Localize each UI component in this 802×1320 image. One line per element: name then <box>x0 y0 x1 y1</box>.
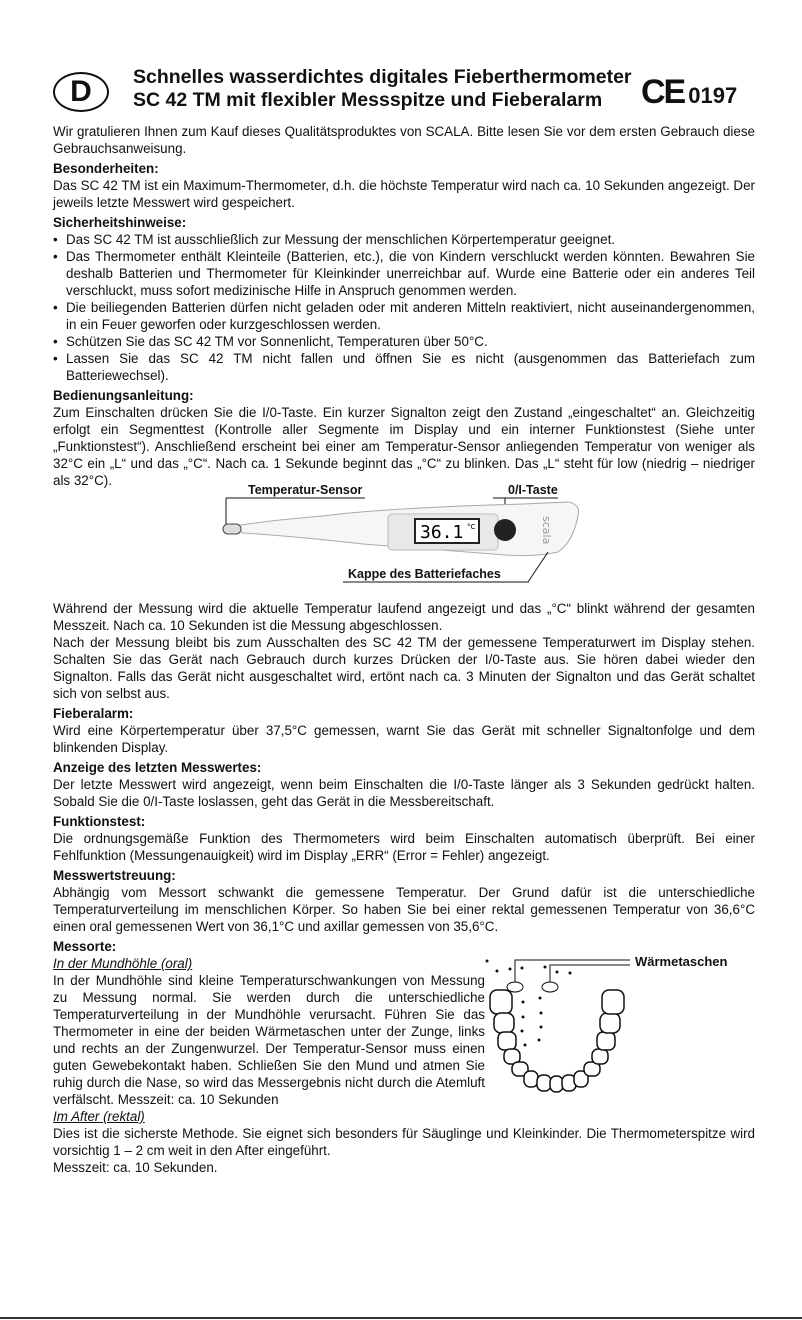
text-streuung: Abhängig vom Messort schwankt die gemessene Temperatur. Der Grund dafür ist die unterschiedliche Temperaturverteilung im menschlichen Körper. So haben Sie bei einer rektal gemessenen Temperatur von 36,6°C einen oral gemessenen Wert von 36,1°C und axillar gemessen von 35,6°C. <box>53 885 755 934</box>
heading-besonderheiten: Besonderheiten: <box>53 161 159 176</box>
svg-text:scala: scala <box>540 516 553 545</box>
text-messung-2: Nach der Messung bleibt bis zum Ausschalten des SC 42 TM der gemessene Temperaturwert im Display stehen. Schalten Sie das Gerät nach Gebrauch durch kurzes Drücken der I/0-Taste aus. Sie hören dabei wieder den Signalton. Falls das Gerät nicht ausgeschaltet wird, ertönt nach ca. 3 Minuten der Signalton und das Gerät schaltet sich von selbst aus. <box>53 635 755 701</box>
label-warm-pockets: Wärmetaschen <box>635 954 728 969</box>
label-temperature-sensor: Temperatur-Sensor <box>248 483 363 497</box>
title-line-1: Schnelles wasserdichtes digitales Fieberthermometer <box>133 66 632 88</box>
document-body <box>53 123 755 1176</box>
document-title <box>133 66 632 112</box>
list-item: • Das Thermometer enthält Kleinteile (Batterien, etc.), die von Kindern verschluckt werden könnten. Bewahren Sie deshalb Batterien und Thermometer für Kleinkinder unerreichbar auf. Wurde eine Batterie oder ein anderes Teil verschluckt, muss sofort medizinische Hilfe in Anspruch genommen werden. <box>53 248 755 299</box>
list-item: • Lassen Sie das SC 42 TM nicht fallen und öffnen Sie es nicht (ausgenommen das Batteriefach zum Batteriewechsel). <box>53 350 755 384</box>
document-header <box>53 66 773 116</box>
text-letzter-messwert: Der letzte Messwert wird angezeigt, wenn beim Einschalten die I/0-Taste länger als 3 Sekunden gedrückt halten. Sobald Sie die 0/I-Taste loslassen, geht das Gerät in die Messbereitschaft. <box>53 777 755 809</box>
list-item: • Schützen Sie das SC 42 TM vor Sonnenlicht, Temperaturen über 50°C. <box>53 333 755 350</box>
text-bedienung: Zum Einschalten drücken Sie die I/0-Taste. Ein kurzer Signalton zeigt den Zustand „eingeschaltet“ an. Gleichzeitig erfolgt ein Segmenttest (Kontrolle aller Segmente im Display und ein interner Funktionstest (Siehe unter „Funktionstest“). Anschließend erscheint bei einer am Temperatur-Sensor anliegenden Temperatur von weniger als 32°C ein „L“ und das „°C“. Nach ca. 1 Sekunde beginnt das „°C“ zu blinken. Das „L“ steht für low (niedrig – niedriger als 32°C). <box>53 405 755 488</box>
list-item: • Das SC 42 TM ist ausschließlich zur Messung der menschlichen Körpertemperatur geeignet. <box>53 231 755 248</box>
text-fieberalarm: Wird eine Körpertemperatur über 37,5°C gemessen, warnt Sie das Gerät mit schneller Signaltonfolge und dem blinkenden Display. <box>53 723 755 755</box>
intro: Wir gratulieren Ihnen zum Kauf dieses Qualitätsproduktes von SCALA. Bitte lesen Sie vor dem ersten Gebrauch diese Gebrauchsanweisung. <box>53 124 755 156</box>
heading-sicherheit: Sicherheitshinweise: <box>53 215 187 230</box>
lcd-unit: °C <box>467 523 476 531</box>
oral-section <box>53 955 755 1108</box>
list-item: • Die beiliegenden Batterien dürfen nicht geladen oder mit anderen Mitteln reaktiviert, nicht auseinandergenommen, in ein Feuer geworfen oder kurzgeschlossen werden. <box>53 299 755 333</box>
heading-bedienung: Bedienungsanleitung: <box>53 388 194 403</box>
ce-symbol: CE <box>641 73 685 111</box>
heading-funktionstest: Funktionstest: <box>53 814 146 829</box>
teeth-illustration <box>485 955 755 1105</box>
label-power-button: 0/I-Taste <box>508 483 558 497</box>
text-funktionstest: Die ordnungsgemäße Funktion des Thermometers wird beim Einschalten automatisch überprüft. Bei einer Fehlfunktion (Messungenauigkeit) wird im Display „ERR“ (Error = Fehler) angezeigt. <box>53 831 755 863</box>
heading-messorte: Messorte: <box>53 939 117 954</box>
text-rektal: Dies ist die sicherste Methode. Sie eignet sich besonders für Säuglinge und Kleinkinder. Die Thermometerspitze wird vorsichtig 1 – 2 cm weit in den After eingeführt. <box>53 1126 755 1158</box>
subheading-rektal: Im After (rektal) <box>53 1109 145 1124</box>
ce-number: 0197 <box>688 83 738 108</box>
text-messung-1: Während der Messung wird die aktuelle Temperatur laufend angezeigt und das „°C“ blinkt während der gesamten Messzeit. Nach ca. 10 Sekunden ist die Messung abgeschlossen. <box>53 601 755 633</box>
safety-list <box>53 231 755 384</box>
heading-streuung: Messwertstreuung: <box>53 868 176 883</box>
ce-mark <box>641 74 737 114</box>
teeth-figure <box>485 955 755 1105</box>
heading-letzter-messwert: Anzeige des letzten Messwertes: <box>53 760 262 775</box>
subheading-oral: In der Mundhöhle (oral) <box>53 956 193 971</box>
title-line-2: SC 42 TM mit flexibler Messspitze und Fieberalarm <box>133 89 603 111</box>
heading-fieberalarm: Fieberalarm: <box>53 706 134 721</box>
text-oral: In der Mundhöhle sind kleine Temperaturschwankungen von Messung zu Messung normal. Sie werden durch die unterschiedliche Temperaturverteilung in der Mundhöhle verursacht. Führen Sie das Thermometer in eine der beiden Wärmetaschen unter der Zunge, links und rechts an der Zungenwurzel. Der Temperatur-Sensor muss einen guten Gewebekontakt haben. Schließen Sie den Mund und atmen Sie ruhig durch die Nase, so wird das Messergebnis nicht durch die Atemluft verfälscht. Messzeit: ca. 10 Sekunden <box>53 973 485 1107</box>
thermometer-figure <box>53 472 755 592</box>
label-battery-cap: Kappe des Batteriefaches <box>348 567 501 581</box>
lcd-value: 36.1 <box>420 522 464 543</box>
page-edge <box>0 1317 802 1319</box>
text-rektal-time: Messzeit: ca. 10 Sekunden. <box>53 1160 218 1175</box>
country-logo: D <box>53 72 109 112</box>
text-besonderheiten: Das SC 42 TM ist ein Maximum-Thermometer, d.h. die höchste Temperatur wird nach ca. 10 Sekunden angezeigt. Der jeweils letzte Messwert wird gespeichert. <box>53 178 755 210</box>
